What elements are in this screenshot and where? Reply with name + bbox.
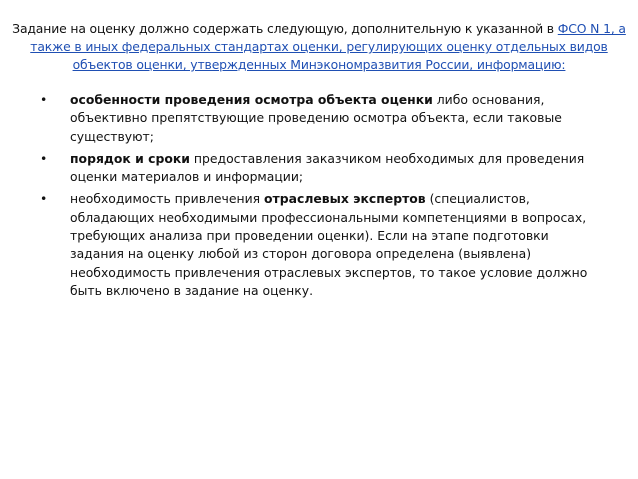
bullet-icon: •: [40, 92, 48, 107]
list-item: [40, 91, 600, 146]
intro-text: Задание на оценку должно содержать следующую, дополнительную к указанной в: [12, 21, 558, 36]
list-item-bold: порядок и сроки: [70, 150, 190, 166]
bullet-icon: •: [40, 191, 48, 207]
list-item-bold: особенности проведения осмотра объекта оценки: [70, 92, 433, 107]
intro-paragraph: [6, 20, 632, 74]
list-item: [40, 190, 600, 300]
list-item-text: (специалистов, обладающих необходимыми профессиональными компетенциями в вопросах, требующих анализа при проведении оценки). Если на этапе подготовки задания на оценку любой из сторон договора определена (выявлена) необходимость привлечения отраслевых экспертов, то такое условие должно быть включено в задание на оценку.: [70, 191, 588, 298]
list-item: [40, 150, 600, 187]
list-item-text-prefix: необходимость привлечения: [70, 191, 265, 207]
list-item-text: либо основания, объективно препятствующие проведению осмотра объекта, если таковые существуют;: [70, 92, 562, 144]
fso-link[interactable]: ФСО N 1, а также в иных федеральных стандартах оценки, регулирующих оценку отдельных видов объектов оценки, утвержденных Минэкономразвития России, информацию:: [30, 21, 626, 72]
bullet-icon: •: [40, 150, 48, 166]
list-item-bold: отраслевых экспертов: [264, 191, 426, 207]
requirements-list: [40, 91, 600, 304]
list-item-text: предоставления заказчиком необходимых для проведения оценки материалов и информации;: [70, 150, 585, 185]
